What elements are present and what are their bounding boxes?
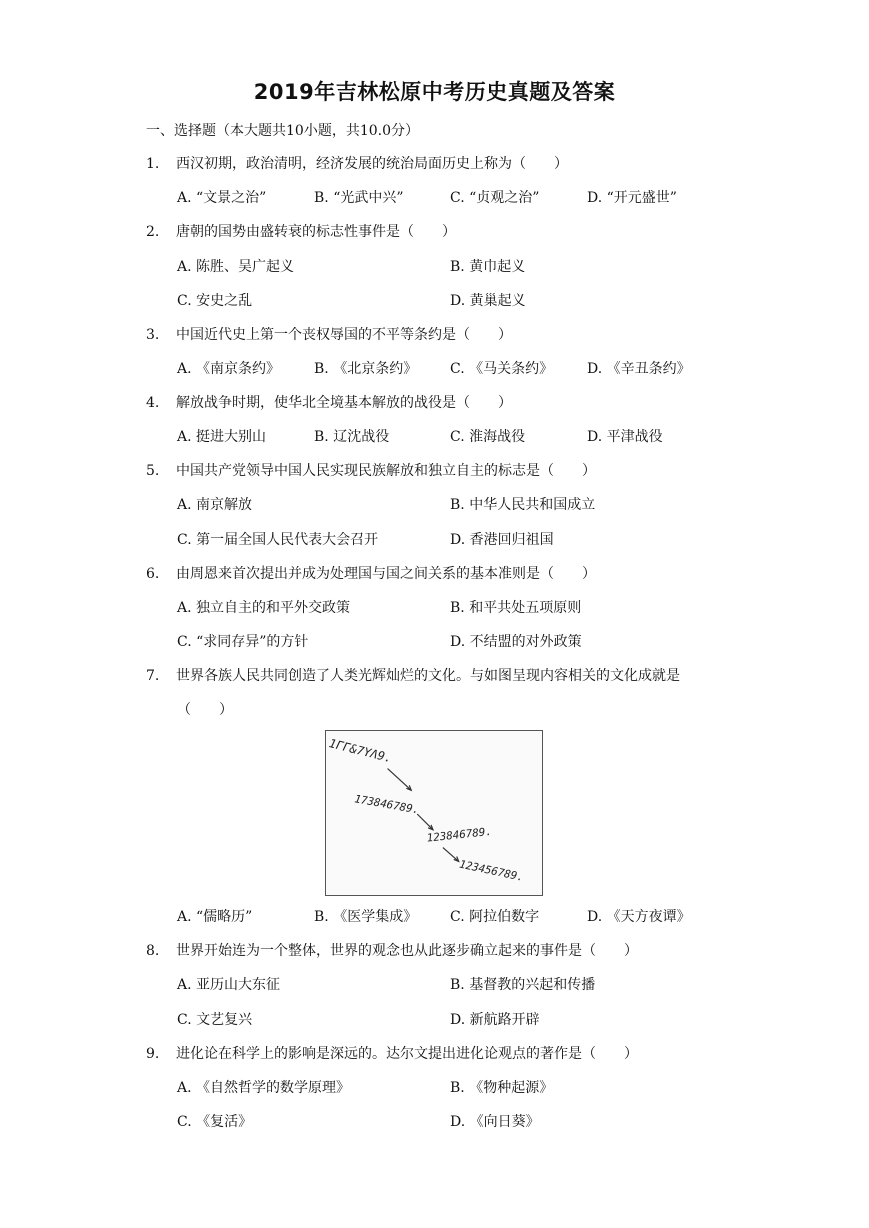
option-c: C. 《复活》 xyxy=(177,1114,253,1130)
option-a: A. 挺进大别山 xyxy=(177,429,267,445)
question-text: 解放战争时期，使华北全境基本解放的战役是（ ） xyxy=(176,395,512,411)
option-b: B. 黄巾起义 xyxy=(450,259,526,275)
question-5 xyxy=(146,460,596,480)
question-4 xyxy=(146,392,512,412)
numerals-line-2: 173846789. xyxy=(353,792,421,817)
option-c: C. 阿拉伯数字 xyxy=(450,909,540,925)
question-7 xyxy=(146,665,680,685)
question-8 xyxy=(146,940,638,960)
question-text: 中国共产党领导中国人民实现民族解放和独立自主的标志是（ ） xyxy=(176,463,596,479)
question-9 xyxy=(146,1043,638,1063)
option-a: A. “文景之治” xyxy=(177,190,267,206)
option-a: A. 陈胜、吴广起义 xyxy=(177,259,295,275)
option-a: A. 《自然哲学的数学原理》 xyxy=(177,1080,351,1096)
option-b: B. 中华人民共和国成立 xyxy=(450,497,596,513)
option-d: D. 《天方夜谭》 xyxy=(587,909,691,925)
question-number: 4. xyxy=(146,395,160,411)
option-a: A. 《南京条约》 xyxy=(177,361,281,377)
option-d: D. 香港回归祖国 xyxy=(450,532,554,548)
arrow-line-3 xyxy=(443,848,459,862)
question-number: 7. xyxy=(146,668,160,684)
numerals-evolution-figure xyxy=(325,730,543,896)
numerals-sketch xyxy=(326,731,542,895)
numerals-line-1: 1ΓΓ&7YΛ9. xyxy=(327,736,394,766)
option-b: B. 《物种起源》 xyxy=(450,1080,554,1096)
question-number: 8. xyxy=(146,943,160,959)
option-d: D. 《向日葵》 xyxy=(450,1114,540,1130)
option-c: C. 淮海战役 xyxy=(450,429,526,445)
arrow-line-2 xyxy=(417,814,433,830)
option-d: D. “开元盛世” xyxy=(587,190,677,206)
question-text: 世界各族人民共同创造了人类光辉灿烂的文化。与如图呈现内容相关的文化成就是 xyxy=(176,668,680,684)
option-c: C. 安史之乱 xyxy=(177,293,253,309)
arrow-line-1 xyxy=(388,769,412,791)
numerals-line-3: 123846789. xyxy=(426,824,493,845)
option-c: C. 第一届全国人民代表大会召开 xyxy=(177,532,379,548)
question-1 xyxy=(146,153,568,173)
option-c: C. 《马关条约》 xyxy=(450,361,554,377)
option-b: B. 《北京条约》 xyxy=(314,361,418,377)
question-number: 2. xyxy=(146,224,160,240)
question-7-bracket: （ ） xyxy=(177,702,233,718)
question-text: 进化论在科学上的影响是深远的。达尔文提出进化论观点的著作是（ ） xyxy=(176,1046,638,1062)
question-number: 6. xyxy=(146,566,160,582)
question-text: 唐朝的国势由盛转衰的标志性事件是（ ） xyxy=(176,224,456,240)
option-a: A. 南京解放 xyxy=(177,497,253,513)
option-c: C. “求同存异”的方针 xyxy=(177,634,309,650)
question-number: 9. xyxy=(146,1046,160,1062)
numerals-line-4: 123456789. xyxy=(458,857,525,884)
question-text: 世界开始连为一个整体，世界的观念也从此逐步确立起来的事件是（ ） xyxy=(176,943,638,959)
question-3 xyxy=(146,324,512,344)
question-number: 1. xyxy=(146,156,160,172)
option-c: C. 文艺复兴 xyxy=(177,1012,253,1028)
option-d: D. 黄巢起义 xyxy=(450,293,526,309)
option-b: B. 基督教的兴起和传播 xyxy=(450,977,596,993)
option-a: A. 亚历山大东征 xyxy=(177,977,281,993)
option-a: A. “儒略历” xyxy=(177,909,253,925)
option-d: D. 平津战役 xyxy=(587,429,663,445)
question-number: 5. xyxy=(146,463,160,479)
option-d: D. 《辛丑条约》 xyxy=(587,361,691,377)
option-c: C. “贞观之治” xyxy=(450,190,540,206)
question-text: 中国近代史上第一个丧权辱国的不平等条约是（ ） xyxy=(176,327,512,343)
option-d: D. 新航路开辟 xyxy=(450,1012,540,1028)
option-b: B. 和平共处五项原则 xyxy=(450,600,582,616)
page-title: 2019年吉林松原中考历史真题及答案 xyxy=(253,80,616,104)
option-a: A. 独立自主的和平外交政策 xyxy=(177,600,351,616)
question-6 xyxy=(146,563,596,583)
question-2 xyxy=(146,221,456,241)
question-text: 西汉初期，政治清明，经济发展的统治局面历史上称为（ ） xyxy=(176,156,568,172)
section-heading: 一、选择题（本大题共10小题，共10.0分） xyxy=(146,123,419,139)
option-b: B. “光武中兴” xyxy=(314,190,404,206)
option-b: B. 《医学集成》 xyxy=(314,909,418,925)
question-text: 由周恩来首次提出并成为处理国与国之间关系的基本准则是（ ） xyxy=(176,566,596,582)
option-b: B. 辽沈战役 xyxy=(314,429,390,445)
option-d: D. 不结盟的对外政策 xyxy=(450,634,582,650)
question-number: 3. xyxy=(146,327,160,343)
